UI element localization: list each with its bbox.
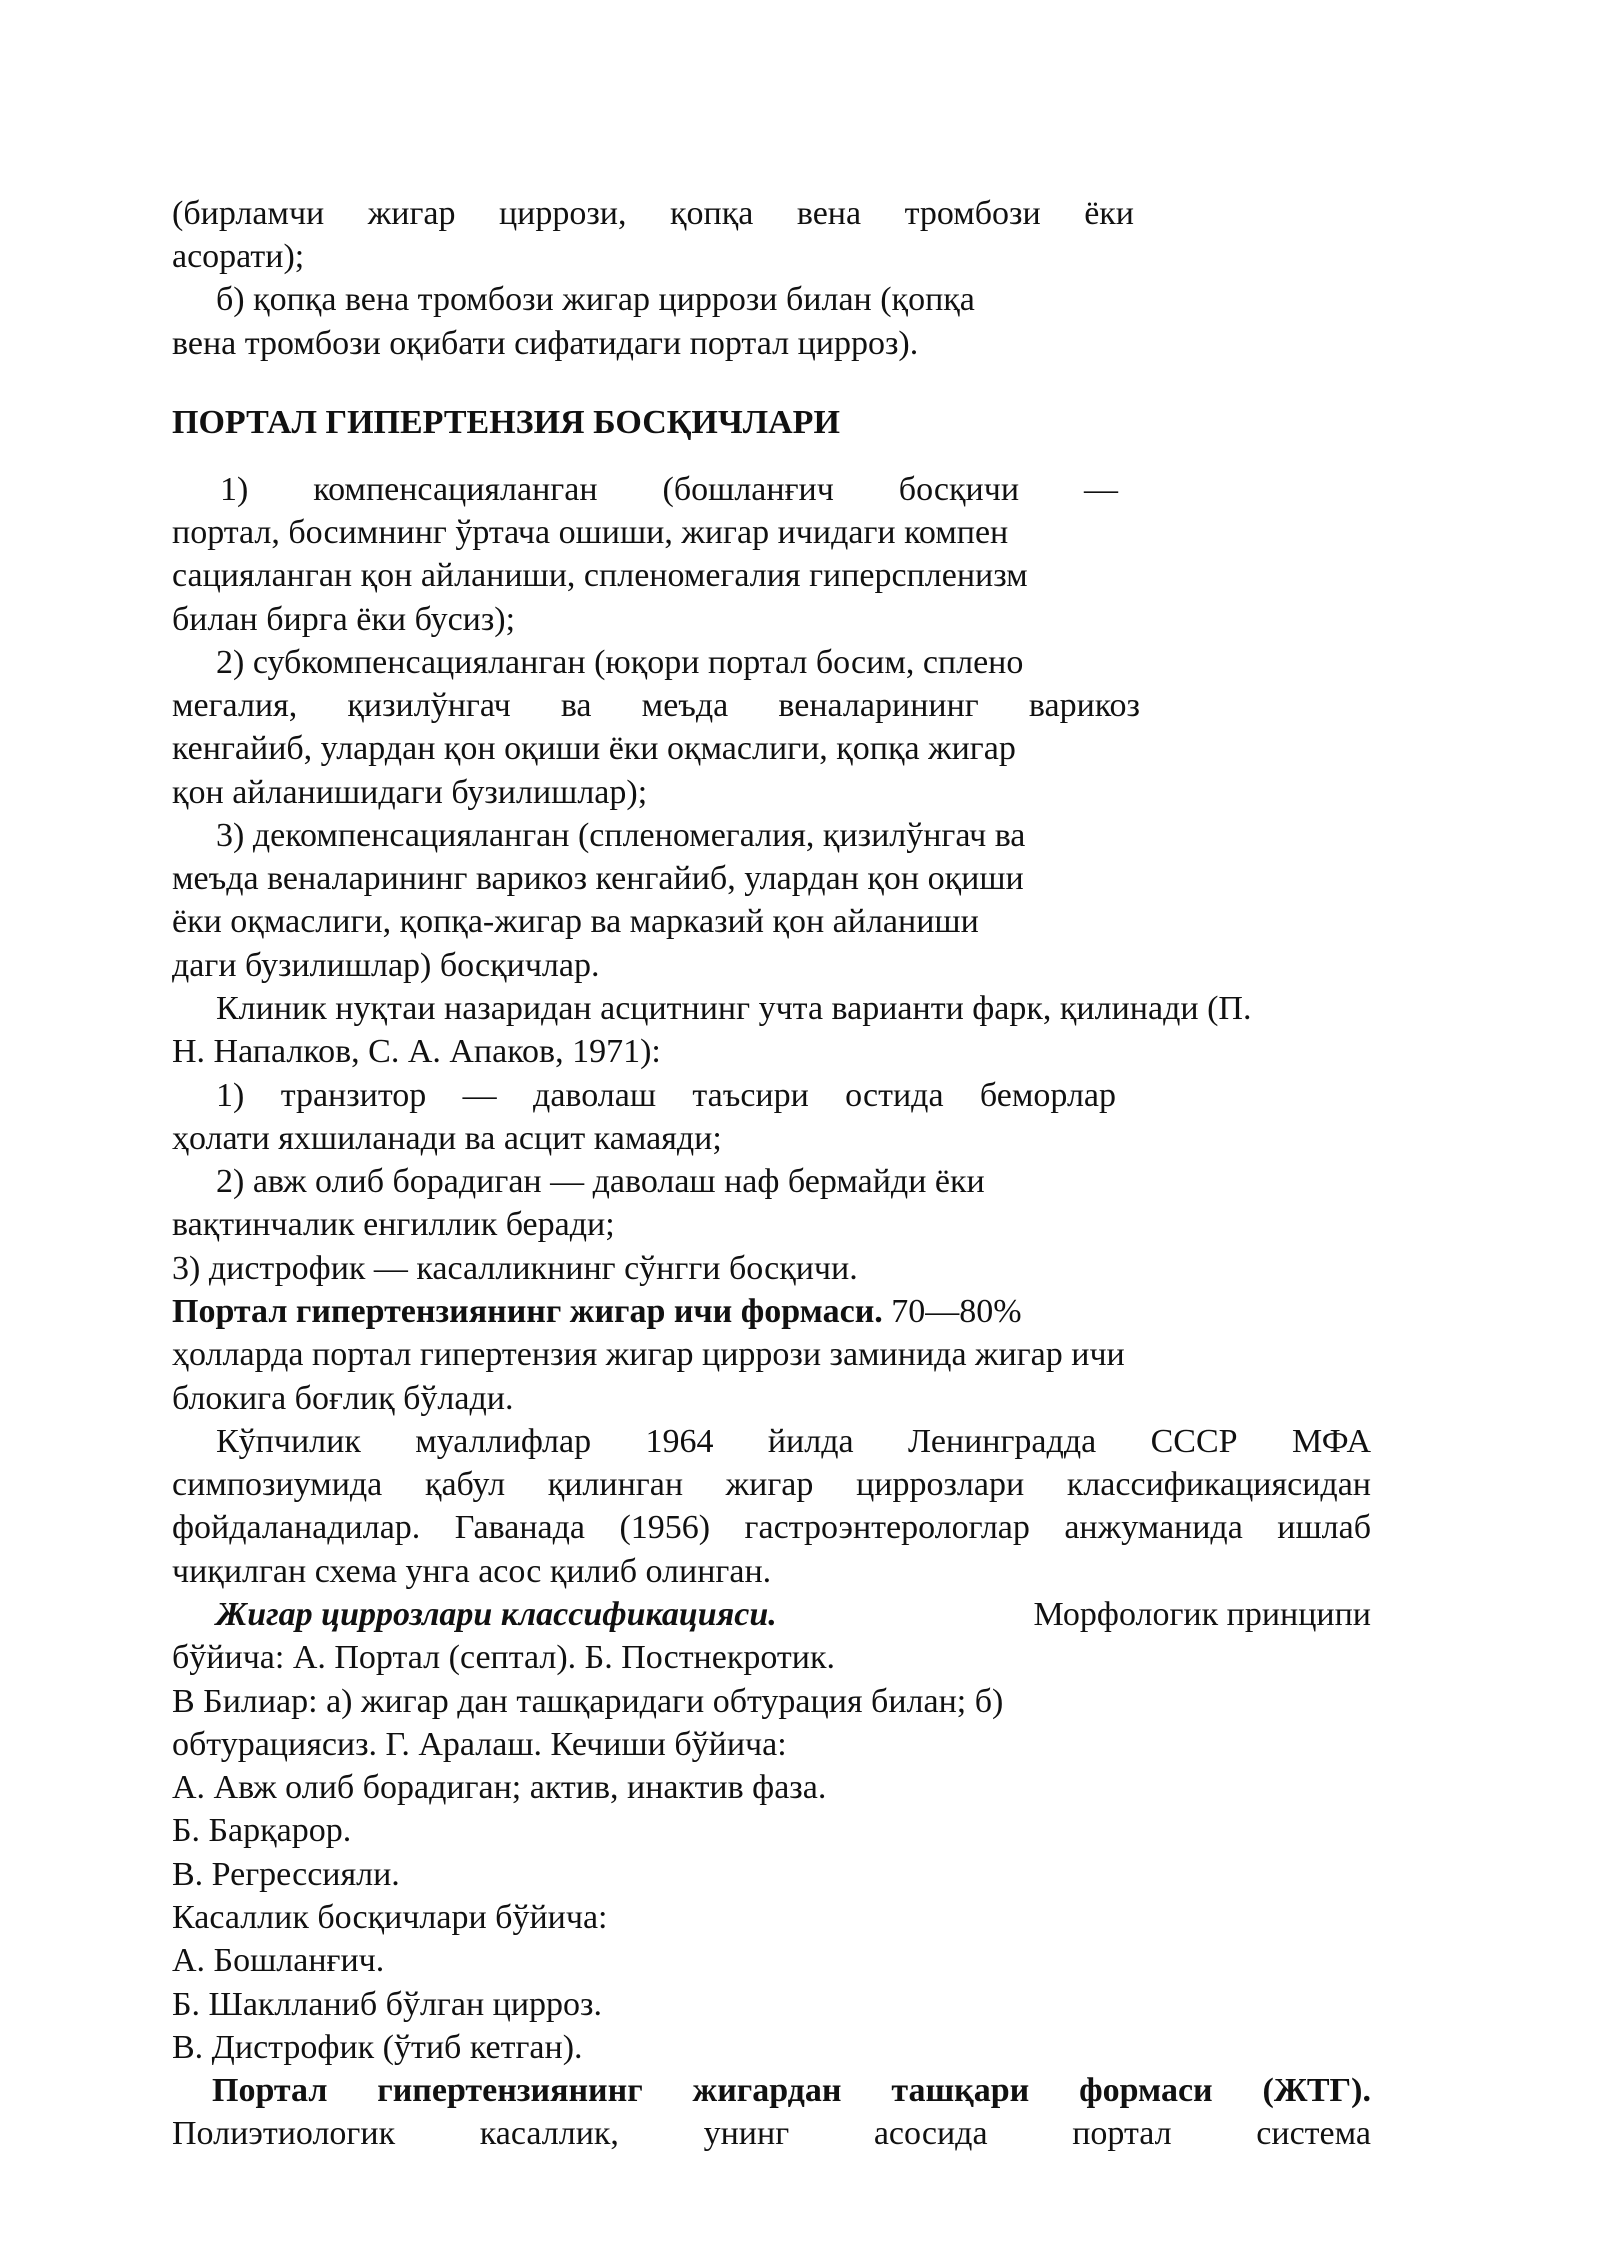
text-line: кенгайиб, улардан қон оқиши ёки оқмаслиги, қопқа жигар	[172, 730, 1016, 767]
text-line: Клиник нуқтаи назаридан асцитнинг учта варианти фарк, қилинади (П.	[216, 990, 1252, 1027]
bold-run: Портал гипертензиянинг жигар ичи формаси.	[172, 1293, 883, 1330]
text-line: сацияланган қон айланиши, спленомегалия гиперспленизм	[172, 557, 1028, 594]
text-line: вақтинчалик енгиллик беради;	[172, 1206, 615, 1243]
text-line: Портал гипертензиянинг жигардан ташқари формаси (ЖТГ).	[212, 2072, 1371, 2109]
text-line: симпозиумида қабул қилинган жигар циррозлари классификациясидан	[172, 1466, 1371, 1503]
text-line: В Билиар: а) жигар дан ташқаридаги обтурация билан; б)	[172, 1683, 1004, 1720]
text-line: билан бирга ёки бусиз);	[172, 601, 516, 638]
text-line	[216, 1593, 1371, 1636]
text-line: (бирламчи жигар циррози, қопқа вена тромбози ёки	[172, 195, 1134, 232]
text-line: 2) авж олиб борадиган — даволаш наф бермайди ёки	[216, 1163, 985, 1200]
text-line: обтурациясиз. Г. Аралаш. Кечиши бўйича:	[172, 1726, 787, 1763]
text-line: 1) компенсацияланган (бошланғич босқичи —	[220, 471, 1118, 508]
text-line: Н. Напалков, С. А. Апаков, 1971):	[172, 1033, 661, 1070]
text-line: А. Бошланғич.	[172, 1942, 385, 1979]
text-line: асорати);	[172, 238, 305, 275]
text-line: меъда веналарининг варикоз кенгайиб, улардан қон оқиши	[172, 860, 1024, 897]
text-line: ёки оқмаслиги, қопқа-жигар ва марказий қон айланиши	[172, 903, 979, 940]
text-line: 3) декомпенсацияланган (спленомегалия, қизилўнгач ва	[216, 817, 1026, 854]
text-line: Полиэтиологик касаллик, унинг асосида портал система	[172, 2115, 1371, 2152]
text-line: 2) субкомпенсацияланган (юқори портал босим, сплено	[216, 644, 1024, 681]
text-line: фойдаланадилар. Гаванада (1956) гастроэнтерологлар анжуманида ишлаб	[172, 1509, 1371, 1546]
text-line: 3) дистрофик — касалликнинг сўнгги босқичи.	[172, 1250, 858, 1287]
text-line: Касаллик босқичлари бўйича:	[172, 1899, 608, 1936]
text-line	[172, 1290, 1022, 1333]
section-heading: ПОРТАЛ ГИПЕРТЕНЗИЯ БОСҚИЧЛАРИ	[172, 404, 840, 441]
text-line: Кўпчилик муаллифлар 1964 йилда Ленинградда СССР МФА	[216, 1423, 1371, 1460]
text-line: портал, босимнинг ўртача ошиши, жигар ичидаги компен	[172, 514, 1009, 551]
text-line: В. Регрессияли.	[172, 1856, 400, 1893]
text-line: 1) транзитор — даволаш таъсири остида беморлар	[216, 1077, 1116, 1114]
text-line: ҳолларда портал гипертензия жигар циррози заминида жигар ичи	[172, 1336, 1125, 1373]
text-line: мегалия, қизилўнгач ва меъда веналарининг варикоз	[172, 687, 1140, 724]
text-line: даги бузилишлар) босқичлар.	[172, 947, 600, 984]
text-line: В. Дистрофик (ўтиб кетган).	[172, 2029, 583, 2066]
text-run: Морфологик принципи	[1033, 1596, 1371, 1633]
bold-italic-run: Жигар циррозлари классификацияси.	[216, 1596, 777, 1633]
text-line: А. Авж олиб борадиган; актив, инактив фаза.	[172, 1769, 827, 1806]
text-line: чиқилган схема унга асос қилиб олинган.	[172, 1553, 772, 1590]
text-line: ҳолати яхшиланади ва асцит камаяди;	[172, 1120, 722, 1157]
text-line: бўйича: А. Портал (септал). Б. Постнекротик.	[172, 1639, 835, 1676]
text-line: вена тромбози оқибати сифатидаги портал цирроз).	[172, 325, 919, 362]
text-line: блокига боғлиқ бўлади.	[172, 1380, 514, 1417]
text-line: Б. Шаклланиб бўлган цирроз.	[172, 1986, 602, 2023]
text-line: б) қопқа вена тромбози жигар циррози билан (қопқа	[216, 281, 975, 318]
text-line: қон айланишидаги бузилишлар);	[172, 774, 648, 811]
text-run: 70—80%	[882, 1293, 1022, 1330]
text-line: Б. Барқарор.	[172, 1812, 352, 1849]
